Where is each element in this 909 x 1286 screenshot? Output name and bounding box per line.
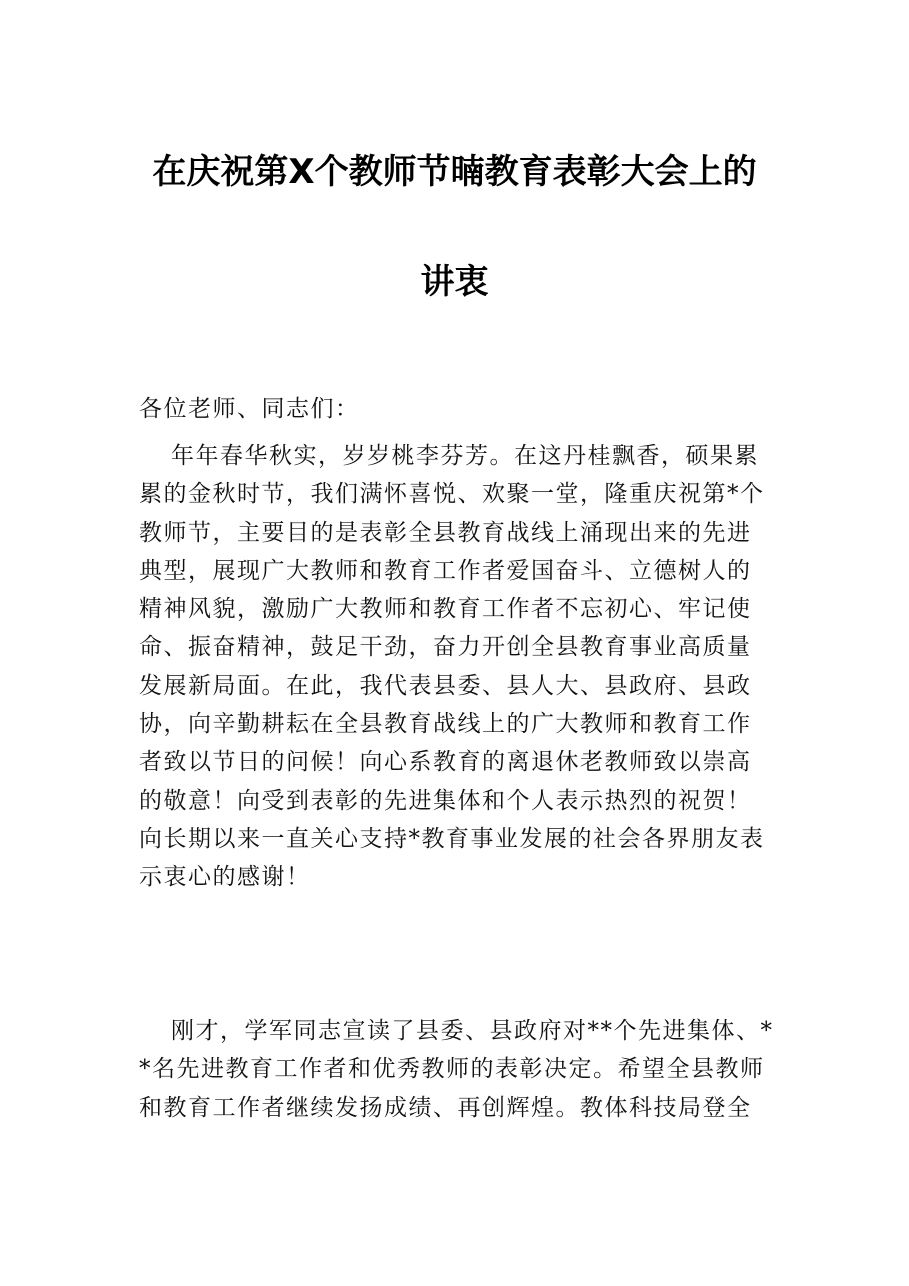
paragraph-line: 者致以节日的问候！向心系教育的离退休老教师致以崇高 bbox=[139, 749, 752, 776]
document-title-line-1: 在庆祝第X个教师节暔教育表彰大会上的 bbox=[152, 152, 757, 192]
paragraph-line: 和教育工作者继续发扬成绩、再创辉煌。教体科技局登全 bbox=[139, 1094, 752, 1121]
paragraph-line: 向长期以来一直关心支持*教育事业发展的社会各界朋友表 bbox=[139, 825, 765, 852]
paragraph-line: 典型，展现广大教师和教育工作者爱国奋斗、立德树人的 bbox=[139, 557, 752, 584]
paragraph-line: 累的金秋时节，我们满怀喜悦、欢聚一堂，隆重庆祝第*个 bbox=[139, 481, 765, 508]
paragraph-line: 的敬意！向受到表彰的先进集体和个人表示热烈的祝贺！ bbox=[139, 787, 752, 814]
paragraph-1 bbox=[139, 437, 779, 897]
salutation bbox=[139, 390, 779, 428]
paragraph-line: *名先进教育工作者和优秀教师的表彰决定。希望全县教师 bbox=[139, 1056, 765, 1083]
paragraph-line: 刚才，学军同志宣读了县委、县政府对**个先进集体、* bbox=[171, 1018, 774, 1044]
paragraph-line: 年年春华秋实，岁岁桃李芬芳。在这丹桂飘香，硕果累 bbox=[171, 443, 759, 469]
document-title-line-2: 讲衷 bbox=[420, 262, 489, 302]
paragraph-line: 协，向辛勤耕耘在全县教育战线上的广大教师和教育工作 bbox=[139, 711, 752, 738]
paragraph-line: 精神风貌，激励广大教师和教育工作者不忘初心、牢记使 bbox=[139, 596, 752, 623]
paragraph-line: 命、振奋精神，鼓足干劲，奋力开创全县教育事业高质量 bbox=[139, 634, 752, 661]
salutation-text: 各位老师、同志们： bbox=[139, 396, 360, 422]
paragraph-line: 教师节，主要目的是表彰全县教育战线上涌现出来的先进 bbox=[139, 519, 752, 546]
paragraph-line: 发展新局面。在此，我代表县委、县人大、县政府、县政 bbox=[139, 672, 752, 699]
paragraph-line: 示衷心的感谢！ bbox=[139, 864, 311, 891]
paragraph-2 bbox=[139, 1012, 779, 1127]
